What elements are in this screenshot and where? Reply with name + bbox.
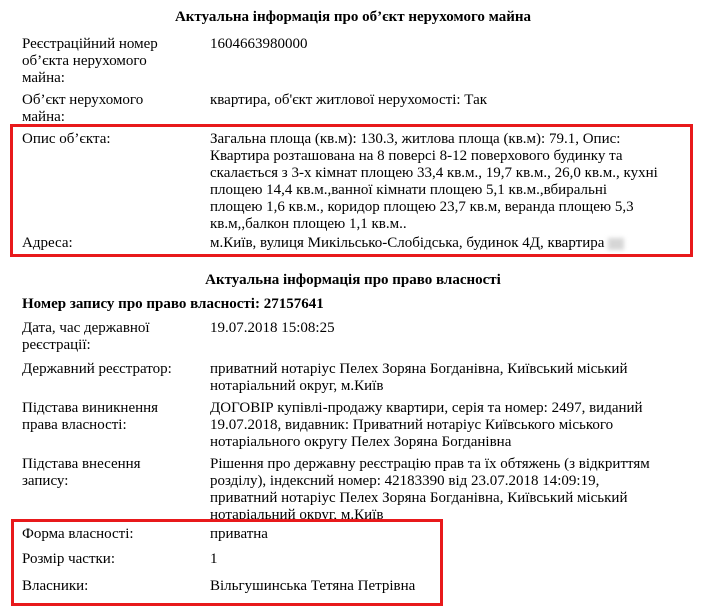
reg-number-label-2: об’єкта нерухомого	[22, 53, 147, 69]
share-value: 1	[210, 551, 218, 567]
registrar-label: Державний реєстратор:	[22, 361, 172, 377]
reg-number-label-3: майна:	[22, 70, 65, 86]
entry-basis-line-4: нотаріальний округ, м.Київ	[210, 507, 384, 523]
basis-line-3: нотаріального округу Пелех Зоряна Богданівна	[210, 434, 512, 450]
description-line-1: Загальна площа (кв.м): 130.3, житлова площа (кв.м): 79.1, Опис:	[210, 131, 621, 147]
address-text: м.Київ, вулиця Микільсько-Слобідська, будинок 4Д, квартира	[210, 235, 605, 251]
entry-basis-label-2: запису:	[22, 473, 69, 489]
entry-basis-line-1: Рішення про державну реєстрацію прав та їх обтяжень (з відкриттям	[210, 456, 650, 472]
object-label-2: майна:	[22, 109, 65, 125]
registrar-line-2: нотаріальний округ, м.Київ	[210, 378, 384, 394]
description-line-3: скалається з 3-х кімнат площею 33,4 кв.м., 19,7 кв.м., 26,0 кв.м., кухні	[210, 165, 658, 181]
date-value: 19.07.2018 15:08:25	[210, 320, 335, 336]
record-number-heading: Номер запису про право власності: 27157641	[22, 296, 324, 312]
basis-label-1: Підстава виникнення	[22, 400, 159, 416]
description-line-2: Квартира розташована на 8 поверсі 8-12 поверхового будинку та	[210, 148, 623, 164]
description-label: Опис об’єкта:	[22, 131, 111, 147]
object-value: квартира, об'єкт житлової нерухомості: Так	[210, 92, 488, 108]
owners-label: Власники:	[22, 578, 89, 594]
date-label-2: реєстрації:	[22, 337, 91, 353]
entry-basis-line-2: розділу), індексний номер: 42183390 від 23.07.2018 14:09:19,	[210, 473, 600, 489]
registrar-line-1: приватний нотаріус Пелех Зоряна Богданівна, Київський міський	[210, 361, 628, 377]
basis-line-2: 19.07.2018, видавник: Приватний нотаріус Київського міського	[210, 417, 614, 433]
reg-number-value: 1604663980000	[210, 36, 308, 52]
basis-label-2: права власності:	[22, 417, 127, 433]
owners-value: Вільгушинська Тетяна Петрівна	[210, 578, 416, 594]
share-label: Розмір частки:	[22, 551, 115, 567]
address-value	[210, 235, 624, 252]
basis-line-1: ДОГОВІР купівлі-продажу квартири, серія та номер: 2497, виданий	[210, 400, 643, 416]
description-line-4: площею 14,4 кв.м.,ванної кімнати площею 5,1 кв.м.,вбиральні	[210, 182, 608, 198]
form-label: Форма власності:	[22, 526, 134, 542]
description-line-6: кв.м,,балкон площею 1,1 кв.м..	[210, 216, 407, 232]
description-line-5: площею 1,6 кв.м., коридор площею 23,7 кв.м, веранда площею 5,3	[210, 199, 634, 215]
ownership-section-title: Актуальна інформація про право власності	[205, 272, 501, 288]
object-label-1: Об’єкт нерухомого	[22, 92, 144, 108]
entry-basis-label-1: Підстава внесення	[22, 456, 141, 472]
reg-number-label-1: Реєстраційний номер	[22, 36, 158, 52]
form-value: приватна	[210, 526, 268, 542]
address-label: Адреса:	[22, 235, 73, 251]
redacted-apartment-number	[608, 238, 624, 250]
date-label-1: Дата, час державної	[22, 320, 150, 336]
entry-basis-line-3: приватний нотаріус Пелех Зоряна Богданівна, Київський міський	[210, 490, 628, 506]
property-section-title: Актуальна інформація про об’єкт нерухомого майна	[174, 9, 532, 25]
